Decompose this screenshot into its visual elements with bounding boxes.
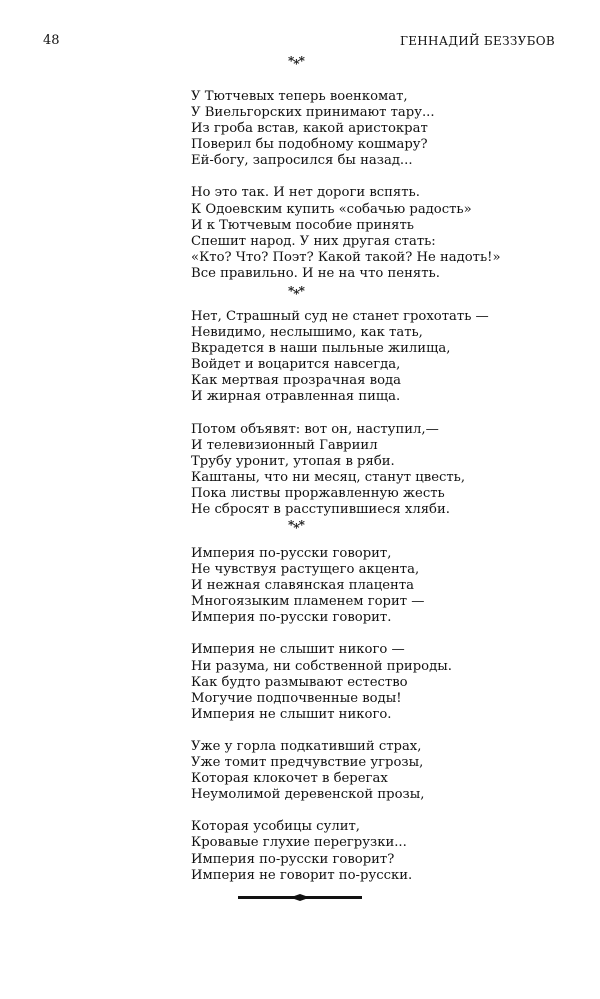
verse-line: Не сбросят в расступившиеся хляби. [191,502,450,518]
asterism-star: * [293,57,299,71]
verse-line: Империя по-русски говорит? [191,851,395,867]
asterism-star: * [288,54,294,68]
verse-line: Войдет и воцарится навсегда, [191,357,401,373]
verse-line: И к Тютчевым пособие принять [191,217,414,233]
verse-line: Невидимо, неслышимо, как тать, [191,325,423,341]
stanza [191,739,531,803]
verse-line: Империя по-русски говорит, [191,546,392,561]
verse-line: Из гроба встав, какой аристократ [191,121,428,137]
verse-line: Империя не слышит никого. [191,706,392,722]
verse-line: Неумолимой деревенской прозы, [191,787,425,803]
end-ornament-rule [238,896,362,899]
stanza [191,89,531,169]
poem-2 [191,309,531,534]
verse-line: Как будто размывают естество [191,674,408,690]
asterism-star: * [293,287,299,301]
verse-line: Которая клокочет в берегах [191,771,388,787]
verse-line: Могучие подпочвенные воды! [191,690,402,706]
verse-line: Которая усобицы сулит, [191,819,360,835]
stanza [191,642,531,722]
verse-line: Потом объявят: вот он, наступил,— [191,421,439,437]
verse-line: Кровавые глухие перегрузки... [191,835,407,851]
stanza [191,422,531,519]
verse-line: Ей-богу, запросился бы назад... [191,153,413,169]
poem-3 [191,546,531,900]
verse-line: Ни разума, ни собственной природы. [191,658,452,674]
asterism-star: * [298,284,304,298]
verse-line: Не чувствуя растущего акцента, [191,562,420,578]
verse-line: Все правильно. И не на что пенять. [191,265,440,281]
verse-line: Каштаны, что ни месяц, станут цвесть, [191,469,466,485]
running-head: ГЕННАДИЙ БЕЗЗУБОВ [399,34,555,48]
asterism-star: * [288,518,294,532]
stanza [191,819,531,883]
asterism-star: * [298,518,304,532]
verse-line: К Одоевским купить «собачью радость» [191,201,472,217]
stanza [191,309,531,406]
verse-line: И телевизионный Гавриил [191,437,378,453]
verse-line: Пока листвы проржавленную жесть [191,485,445,501]
asterism-divider [288,518,304,535]
verse-line: У Тютчевых теперь военкомат, [191,89,408,104]
verse-line: Как мертвая прозрачная вода [191,373,401,389]
verse-line: Вкрадется в наши пыльные жилища, [191,341,451,357]
verse-line: Империя по-русски говорит. [191,610,392,626]
asterism-divider [288,54,304,71]
verse-line: У Виельгорских принимают тару... [191,105,435,121]
stanza [191,185,531,282]
stanza [191,546,531,626]
asterism-divider [288,284,304,301]
asterism-star: * [288,284,294,298]
poem-1 [191,89,531,298]
verse-line: Но это так. И нет дороги вспять. [191,185,420,201]
verse-line: Поверил бы подобному кошмару? [191,137,428,153]
asterism-star: * [293,521,299,535]
asterism-star: * [298,54,304,68]
verse-line: Трубу уронит, утопая в ряби. [191,453,395,469]
verse-line: Многоязыким пламенем горит — [191,594,425,610]
verse-line: И жирная отравленная пища. [191,389,401,405]
page-number: 48 [43,33,60,48]
verse-line: Уже у горла подкативший страх, [191,738,422,754]
verse-line: Спешит народ. У них другая стать: [191,233,436,249]
verse-line: Империя не говорит по-русски. [191,867,413,883]
verse-line: Нет, Страшный суд не станет грохотать — [191,309,489,324]
verse-line: И нежная славянская плацента [191,578,415,594]
verse-line: Уже томит предчувствие угрозы, [191,755,424,771]
verse-line: Империя не слышит никого — [191,642,405,658]
verse-line: «Кто? Что? Поэт? Какой такой? Не надоть!» [191,249,501,265]
